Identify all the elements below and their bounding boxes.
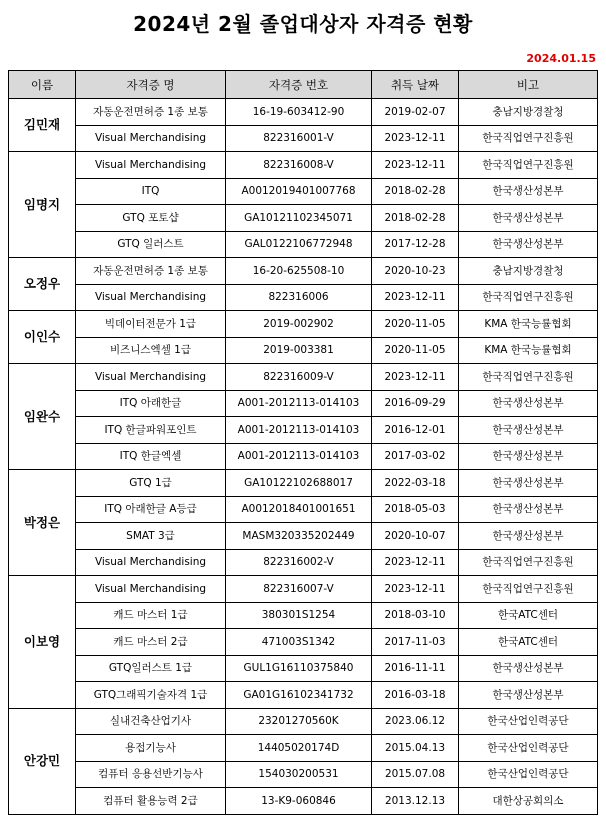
cert-name-cell: 실내건축산업기사	[76, 708, 226, 735]
table-row	[9, 443, 598, 470]
cert-name-cell: ITQ 한글파워포인트	[76, 417, 226, 444]
acquired-date-cell: 2023-12-11	[372, 576, 459, 603]
header-date: 취득 날짜	[372, 71, 459, 99]
acquired-date-cell: 2022-03-18	[372, 470, 459, 497]
note-cell: 한국생산성본부	[459, 443, 598, 470]
document-date: 2024.01.15	[526, 52, 596, 65]
cert-name-cell: ITQ 아래한글	[76, 390, 226, 417]
table-row	[9, 602, 598, 629]
cert-number-cell: MASM320335202449	[226, 523, 372, 550]
header-name: 이름	[9, 71, 76, 99]
cert-name-cell: 자동운전면허증 1종 보통	[76, 99, 226, 126]
cert-number-cell: GA01G16102341732	[226, 682, 372, 709]
table-row	[9, 390, 598, 417]
acquired-date-cell: 2020-10-23	[372, 258, 459, 285]
cert-number-cell: 13-K9-060846	[226, 788, 372, 815]
cert-number-cell: GA10122102688017	[226, 470, 372, 497]
table-row	[9, 496, 598, 523]
cert-name-cell: 빅데이터전문가 1급	[76, 311, 226, 338]
cert-number-cell: 822316001-V	[226, 125, 372, 152]
cert-name-cell: ITQ 아래한글 A등급	[76, 496, 226, 523]
acquired-date-cell: 2023-12-11	[372, 364, 459, 391]
person-name-cell: 오정우	[9, 258, 76, 311]
note-cell: 한국직업연구진흥원	[459, 284, 598, 311]
note-cell: KMA 한국능률협회	[459, 311, 598, 338]
table-row	[9, 258, 598, 285]
acquired-date-cell: 2013.12.13	[372, 788, 459, 815]
note-cell: 한국직업연구진흥원	[459, 549, 598, 576]
certificate-table	[8, 70, 598, 815]
cert-name-cell: GTQ일러스트 1급	[76, 655, 226, 682]
cert-name-cell: Visual Merchandising	[76, 364, 226, 391]
header-cert-number: 자격증 번호	[226, 71, 372, 99]
note-cell: 한국ATC센터	[459, 602, 598, 629]
acquired-date-cell: 2018-05-03	[372, 496, 459, 523]
note-cell: 한국생산성본부	[459, 682, 598, 709]
document-title: 2024년 2월 졸업대상자 자격증 현황	[133, 12, 473, 36]
acquired-date-cell: 2023-12-11	[372, 284, 459, 311]
cert-name-cell: GTQ 포토샵	[76, 205, 226, 232]
cert-number-cell: 822316002-V	[226, 549, 372, 576]
cert-name-cell: 용접기능사	[76, 735, 226, 762]
acquired-date-cell: 2018-03-10	[372, 602, 459, 629]
note-cell: 한국산업인력공단	[459, 708, 598, 735]
table-header-row	[9, 71, 598, 99]
person-name-cell: 박정은	[9, 470, 76, 576]
acquired-date-cell: 2023-12-11	[372, 152, 459, 179]
table-row	[9, 205, 598, 232]
cert-number-cell: 471003S1342	[226, 629, 372, 656]
cert-number-cell: 16-20-625508-10	[226, 258, 372, 285]
table-row	[9, 364, 598, 391]
cert-name-cell: ITQ 한글엑셀	[76, 443, 226, 470]
acquired-date-cell: 2015.04.13	[372, 735, 459, 762]
table-row	[9, 152, 598, 179]
cert-number-cell: A0012018401001651	[226, 496, 372, 523]
acquired-date-cell: 2023-12-11	[372, 125, 459, 152]
table-row	[9, 523, 598, 550]
acquired-date-cell: 2023.06.12	[372, 708, 459, 735]
note-cell: KMA 한국능률협회	[459, 337, 598, 364]
table-row	[9, 788, 598, 815]
table-row	[9, 549, 598, 576]
person-name-cell: 안강민	[9, 708, 76, 814]
cert-number-cell: 822316008-V	[226, 152, 372, 179]
header-cert-name: 자격증 명	[76, 71, 226, 99]
cert-name-cell: 캐드 마스터 2급	[76, 629, 226, 656]
acquired-date-cell: 2019-02-07	[372, 99, 459, 126]
acquired-date-cell: 2016-12-01	[372, 417, 459, 444]
cert-name-cell: Visual Merchandising	[76, 549, 226, 576]
person-name-cell: 이인수	[9, 311, 76, 364]
table-row	[9, 311, 598, 338]
table-row	[9, 655, 598, 682]
table-row	[9, 99, 598, 126]
cert-name-cell: Visual Merchandising	[76, 152, 226, 179]
table-row	[9, 417, 598, 444]
cert-name-cell: GTQ그래픽기술자격 1급	[76, 682, 226, 709]
cert-name-cell: 자동운전면허증 1종 보통	[76, 258, 226, 285]
note-cell: 한국산업인력공단	[459, 735, 598, 762]
cert-number-cell: 2019-002902	[226, 311, 372, 338]
note-cell: 한국생산성본부	[459, 205, 598, 232]
cert-number-cell: A001-2012113-014103	[226, 443, 372, 470]
note-cell: 한국생산성본부	[459, 231, 598, 258]
note-cell: 한국ATC센터	[459, 629, 598, 656]
table-row	[9, 337, 598, 364]
person-name-cell: 임명지	[9, 152, 76, 258]
acquired-date-cell: 2016-03-18	[372, 682, 459, 709]
cert-number-cell: 380301S1254	[226, 602, 372, 629]
cert-number-cell: A001-2012113-014103	[226, 390, 372, 417]
cert-name-cell: Visual Merchandising	[76, 284, 226, 311]
table-row	[9, 629, 598, 656]
table-row	[9, 125, 598, 152]
header-note: 비고	[459, 71, 598, 99]
note-cell: 한국생산성본부	[459, 178, 598, 205]
acquired-date-cell: 2020-11-05	[372, 311, 459, 338]
cert-number-cell: 23201270560K	[226, 708, 372, 735]
table-row	[9, 735, 598, 762]
cert-number-cell: 154030200531	[226, 761, 372, 788]
acquired-date-cell: 2017-11-03	[372, 629, 459, 656]
cert-name-cell: SMAT 3급	[76, 523, 226, 550]
cert-name-cell: 비즈니스엑셀 1급	[76, 337, 226, 364]
cert-number-cell: GUL1G16110375840	[226, 655, 372, 682]
table-row	[9, 576, 598, 603]
acquired-date-cell: 2016-11-11	[372, 655, 459, 682]
cert-name-cell: 컴퓨터 활용능력 2급	[76, 788, 226, 815]
note-cell: 한국생산성본부	[459, 523, 598, 550]
note-cell: 대한상공회의소	[459, 788, 598, 815]
acquired-date-cell: 2015.07.08	[372, 761, 459, 788]
acquired-date-cell: 2023-12-11	[372, 549, 459, 576]
cert-name-cell: GTQ 1급	[76, 470, 226, 497]
table-row	[9, 682, 598, 709]
table-row	[9, 761, 598, 788]
note-cell: 한국생산성본부	[459, 470, 598, 497]
cert-name-cell: ITQ	[76, 178, 226, 205]
table-body	[9, 99, 598, 815]
note-cell: 충남지방경찰청	[459, 99, 598, 126]
note-cell: 한국직업연구진흥원	[459, 125, 598, 152]
cert-number-cell: A001-2012113-014103	[226, 417, 372, 444]
acquired-date-cell: 2017-03-02	[372, 443, 459, 470]
person-name-cell: 임완수	[9, 364, 76, 470]
acquired-date-cell: 2016-09-29	[372, 390, 459, 417]
note-cell: 한국직업연구진흥원	[459, 576, 598, 603]
table-row	[9, 284, 598, 311]
cert-number-cell: 822316009-V	[226, 364, 372, 391]
acquired-date-cell: 2018-02-28	[372, 178, 459, 205]
cert-number-cell: 822316007-V	[226, 576, 372, 603]
cert-number-cell: 2019-003381	[226, 337, 372, 364]
acquired-date-cell: 2018-02-28	[372, 205, 459, 232]
note-cell: 한국직업연구진흥원	[459, 364, 598, 391]
note-cell: 한국생산성본부	[459, 496, 598, 523]
note-cell: 한국생산성본부	[459, 655, 598, 682]
note-cell: 한국산업인력공단	[459, 761, 598, 788]
cert-name-cell: Visual Merchandising	[76, 576, 226, 603]
cert-number-cell: 822316006	[226, 284, 372, 311]
cert-name-cell: Visual Merchandising	[76, 125, 226, 152]
cert-name-cell: GTQ 일러스트	[76, 231, 226, 258]
person-name-cell: 이보영	[9, 576, 76, 709]
cert-number-cell: GAL0122106772948	[226, 231, 372, 258]
cert-number-cell: 14405020174D	[226, 735, 372, 762]
cert-number-cell: A0012019401007768	[226, 178, 372, 205]
note-cell: 한국직업연구진흥원	[459, 152, 598, 179]
cert-name-cell: 캐드 마스터 1급	[76, 602, 226, 629]
cert-number-cell: 16-19-603412-90	[226, 99, 372, 126]
note-cell: 한국생산성본부	[459, 390, 598, 417]
note-cell: 한국생산성본부	[459, 417, 598, 444]
note-cell: 충남지방경찰청	[459, 258, 598, 285]
acquired-date-cell: 2017-12-28	[372, 231, 459, 258]
acquired-date-cell: 2020-11-05	[372, 337, 459, 364]
cert-number-cell: GA10121102345071	[226, 205, 372, 232]
acquired-date-cell: 2020-10-07	[372, 523, 459, 550]
table-row	[9, 178, 598, 205]
table-row	[9, 231, 598, 258]
table-row	[9, 470, 598, 497]
cert-name-cell: 컴퓨터 응용선반기능사	[76, 761, 226, 788]
table-row	[9, 708, 598, 735]
person-name-cell: 김민재	[9, 99, 76, 152]
